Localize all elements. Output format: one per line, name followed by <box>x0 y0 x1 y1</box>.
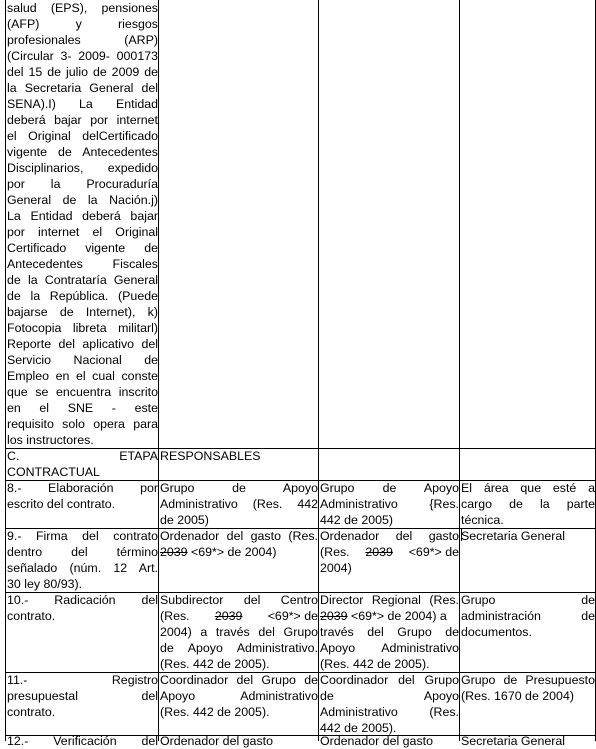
req-line: profesionales (ARP) <box>7 33 158 47</box>
requirements-cell <box>7 0 158 448</box>
text-line: Apoyo Administrativo <box>160 689 318 703</box>
row8-activity <box>7 480 158 512</box>
text-line: de 2005) <box>160 513 209 527</box>
text-line: (Res. 442 de 2005). <box>320 657 430 671</box>
text-line: Subdirector del Centro <box>160 593 318 607</box>
text-line: Administrativo (Res. <box>320 705 459 719</box>
req-line: de la Contrataría General <box>7 273 158 287</box>
text-line: Grupo de Apoyo <box>160 481 318 495</box>
req-line: de la República. (Puede <box>7 289 158 303</box>
req-line: el Original delCertificado <box>7 129 158 143</box>
row9-c2 <box>160 528 318 560</box>
row8-c3 <box>320 480 459 528</box>
text-line: 30 ley 80/93). <box>7 577 83 591</box>
req-line: en el SNE - este <box>7 401 158 415</box>
responsables-header <box>160 448 318 464</box>
text-fragment: <69*> de <box>408 545 459 559</box>
text-line: Ordenador del gasto (Res. <box>160 529 318 543</box>
text-line: Ordenador del gasto <box>320 529 459 543</box>
text-line: 12.- Verificación del <box>7 734 158 748</box>
row12-c3 <box>320 733 459 749</box>
text-line: Secretaria General <box>461 734 565 748</box>
text-line: Administrativo {Res. <box>320 497 459 511</box>
text-line: administración de <box>461 609 595 623</box>
row11-c3 <box>320 672 459 736</box>
text-line: Coordinador del Grupo de <box>160 673 318 687</box>
req-line: bajarse de Internet), k) <box>7 305 158 319</box>
text-line: dentro del término <box>7 545 158 559</box>
text-line: Apoyo Administrativo <box>320 641 459 655</box>
text-line: señalado (núm. 12 Art. <box>7 561 158 575</box>
text-line: contrato. <box>7 705 56 719</box>
text-line: escrito del contrato. <box>7 497 116 511</box>
text-line: 11.- Registro <box>7 673 158 687</box>
text-line: Grupo de Apoyo <box>320 481 459 495</box>
text-line: Ordenador del gasto <box>320 734 433 748</box>
text-line: Director Regional (Res. <box>320 593 459 607</box>
text-fragment: técnica. <box>461 513 504 527</box>
row9-activity <box>7 528 158 592</box>
req-line: vigente de Antecedentes <box>7 145 158 159</box>
req-line: por la Procuraduría <box>7 177 158 191</box>
text-line: Secretaria General <box>461 529 565 543</box>
row10-c4 <box>461 592 595 640</box>
row8-c2 <box>160 480 318 528</box>
req-line: los instructores. <box>7 433 94 447</box>
grid-line-v1 <box>158 0 159 741</box>
row11-c2 <box>160 672 318 720</box>
req-line: del 15 de julio de 2009 de <box>7 65 158 79</box>
req-line: Reporte del aplicativo del <box>7 337 158 351</box>
text-line <box>320 544 459 560</box>
text-fragment: <69*> de <box>267 609 318 623</box>
req-line: Antecedentes Fiscales <box>7 257 158 271</box>
text-line <box>320 608 459 624</box>
text-line: 442 de 2005). <box>320 721 397 735</box>
req-line: La Entidad deberá bajar <box>7 209 158 223</box>
req-line: Fotocopia libreta militarl) <box>7 321 158 335</box>
text-line: documentos. <box>461 625 532 639</box>
row12-activity <box>7 733 158 749</box>
row12-c2 <box>160 733 318 749</box>
stage-label-line: CONTRACTUAL <box>7 465 100 479</box>
req-line: Servicio Nacional de <box>7 353 158 367</box>
text-line: de Apoyo <box>320 689 459 703</box>
row10-c2 <box>160 592 318 672</box>
text-line: 10.- Radicación del <box>7 593 158 607</box>
text-line: Coordinador del Grupo <box>320 673 459 687</box>
grid-line-v2 <box>318 0 319 741</box>
text-line: 8.- Elaboración por <box>7 481 158 495</box>
text-line: través del Grupo de <box>320 625 459 639</box>
grid-line-v0 <box>5 0 6 741</box>
text-line: El área que esté a <box>461 481 595 495</box>
row10-activity <box>7 592 158 624</box>
row11-activity <box>7 672 158 720</box>
struck-number: 2039 <box>214 609 243 623</box>
text-fragment: (Res. <box>160 609 190 623</box>
req-line: la Secretaria General del <box>7 81 158 95</box>
text-fragment: <69*> de 2004) a <box>347 609 447 623</box>
struck-number: 2039 <box>320 609 348 623</box>
grid-line-v3 <box>459 0 460 741</box>
req-line: por internet el Original <box>7 225 158 239</box>
text-line <box>160 544 318 560</box>
req-line: requisito solo opera para <box>7 417 158 431</box>
row11-c4 <box>461 672 595 704</box>
stage-label-line: C. ETAPA <box>7 449 158 463</box>
text-line: Grupo de Presupuesto <box>461 673 595 687</box>
text-fragment: (Res. <box>320 545 350 559</box>
text-fragment: <69*> de 2004) <box>187 545 277 559</box>
responsables-label: RESPONSABLES <box>160 449 261 463</box>
text-line: 9.- Firma del contrato <box>7 529 158 543</box>
text-line: (Res. 442 de 2005). <box>160 705 270 719</box>
text-line: 442 de 2005) <box>320 513 394 527</box>
text-line: cargo de la parte <box>461 497 595 511</box>
text-line: Ordenador del gasto <box>160 734 273 748</box>
req-line: General de la Nación.j) <box>7 193 158 207</box>
req-line: (Circular 3- 2009- 000173 <box>7 49 158 63</box>
row12-c4 <box>461 733 595 749</box>
row9-c3 <box>320 528 459 576</box>
text-line: 2004) <box>320 561 352 575</box>
text-line: (Res. 1670 de 2004) <box>461 689 574 703</box>
text-line: contrato. <box>7 609 56 623</box>
req-line: deberá bajar por internet <box>7 113 158 127</box>
req-line: salud (EPS), pensiones <box>7 1 158 15</box>
text-line: Grupo de <box>461 593 595 607</box>
text-line: presupuestal del <box>7 689 158 703</box>
row10-c3 <box>320 592 459 672</box>
text-line: (Res. 442 de 2005). <box>160 657 270 671</box>
req-line: Disciplinarios, expedido <box>7 161 158 175</box>
struck-number: 2039 <box>160 545 188 559</box>
text-line <box>160 608 318 624</box>
text-line: de Apoyo Administrativo. <box>160 641 318 655</box>
req-line: Empleo en el cual conste <box>7 369 158 383</box>
stage-label <box>7 448 158 480</box>
req-line: que se encuentra inscrito <box>7 385 158 399</box>
req-line: Certificado vigente de <box>7 241 158 255</box>
text-line: 2004) a través del Grupo <box>160 625 318 639</box>
req-line: (AFP) y riesgos <box>7 17 158 31</box>
struck-number: 2039 <box>365 545 393 559</box>
text-line: Administrativo (Res. 442 <box>160 497 318 511</box>
row9-c4 <box>461 528 595 544</box>
req-line: SENA).I) La Entidad <box>7 97 158 111</box>
